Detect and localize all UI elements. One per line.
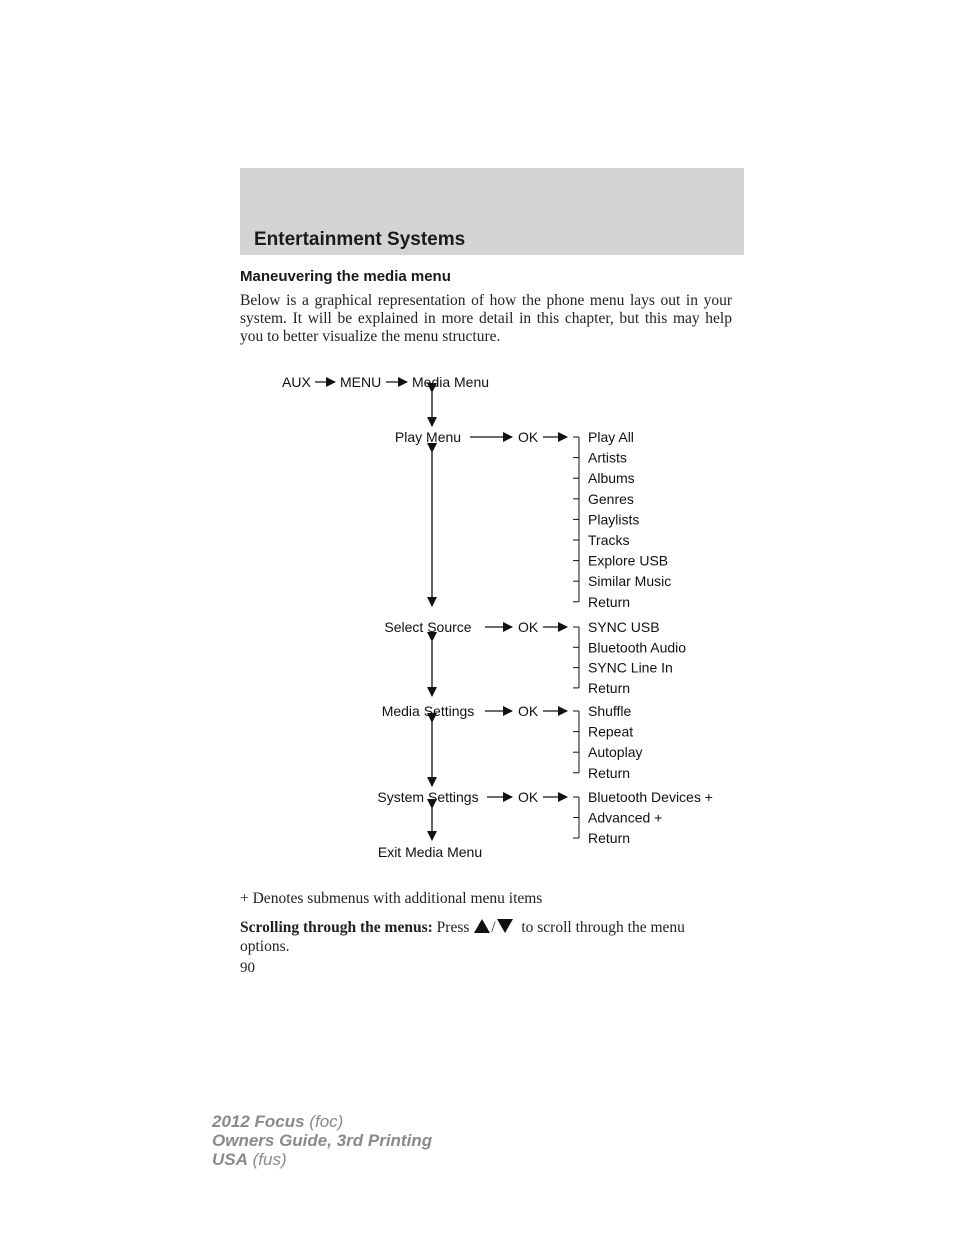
menu-item-0-4: Playlists (588, 511, 640, 528)
menu-item-0-5: Tracks (588, 532, 630, 548)
scrolling-label: Scrolling through the menus: (240, 919, 433, 936)
menu-item-1-2: SYNC Line In (588, 659, 673, 676)
section-heading: Maneuvering the media menu (240, 268, 451, 285)
menu-label-2: Media Settings (381, 703, 475, 719)
scrolling-slash: / (491, 919, 496, 936)
ok-label-3: OK (518, 789, 539, 805)
up-arrow-icon (473, 918, 491, 934)
scrolling-instructions (240, 918, 720, 956)
menu-item-1-1: Bluetooth Audio (588, 639, 687, 656)
menu-item-0-6: Explore USB (588, 552, 669, 569)
menu-item-3-1: Advanced + (588, 809, 663, 826)
top-path-menu: MENU (340, 374, 382, 390)
menu-label-3: System Settings (377, 789, 479, 805)
ok-label-0: OK (518, 429, 539, 445)
menu-item-2-0: Shuffle (588, 703, 632, 719)
menu-item-0-8: Return (588, 593, 631, 610)
menu-item-1-0: SYNC USB (588, 619, 660, 635)
document-footer (212, 1112, 432, 1169)
scrolling-rest: to scroll through the menu options. (240, 919, 685, 955)
top-path-aux: AUX (282, 374, 311, 390)
menu-item-1-3: Return (588, 679, 631, 696)
ok-label-1: OK (518, 619, 539, 635)
menu-item-3-0: Bluetooth Devices + (588, 789, 713, 805)
footer-guide: Owners Guide, 3rd Printing (212, 1131, 433, 1150)
menu-item-0-3: Genres (588, 490, 634, 507)
menu-item-2-2: Autoplay (588, 744, 643, 761)
down-arrow-icon (496, 918, 514, 934)
menu-item-2-3: Return (588, 764, 631, 781)
menu-item-0-2: Albums (588, 470, 635, 487)
ok-label-2: OK (518, 703, 539, 719)
scrolling-press: Press (436, 919, 470, 936)
menu-label-1: Select Source (384, 619, 472, 635)
menu-label-0: Play Menu (394, 429, 462, 445)
chapter-title: Entertainment Systems (254, 229, 466, 250)
footer-model: 2012 Focus (212, 1112, 305, 1131)
menu-item-2-1: Repeat (588, 723, 634, 740)
footer-model-code: (foc) (309, 1112, 344, 1131)
menu-item-0-0: Play All (588, 429, 634, 445)
page-number: 90 (240, 960, 255, 976)
menu-item-0-1: Artists (588, 449, 627, 466)
footer-market-code: (fus) (252, 1150, 287, 1169)
submenu-note: + Denotes submenus with additional menu items (240, 890, 543, 907)
exit-media-menu-label: Exit Media Menu (377, 844, 483, 860)
intro-paragraph: Below is a graphical representation of how the phone menu lays out in your system. It will be explained in more detail in this chapter, but this may help you to better visualize the menu structure. (240, 292, 732, 345)
top-path-media-menu: Media Menu (412, 374, 490, 390)
menu-item-3-2: Return (588, 830, 631, 846)
menu-item-0-7: Similar Music (588, 573, 672, 590)
footer-market: USA (212, 1150, 248, 1169)
